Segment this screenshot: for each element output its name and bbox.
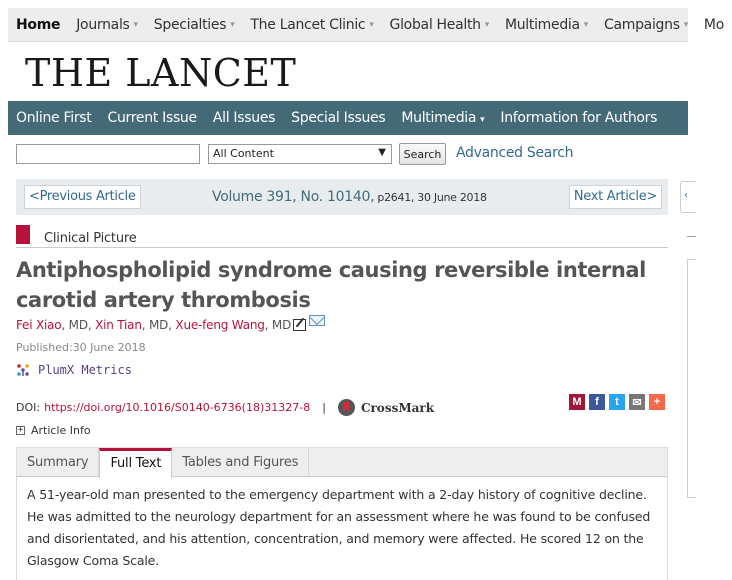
nav-more-label: Mo [703,16,724,33]
chevron-down-icon: ▾ [133,19,138,30]
plumx-metrics[interactable] [16,363,132,377]
chevron-down-icon: ▾ [230,19,235,30]
plumx-icon [16,363,30,377]
crossmark-label: CrossMark [360,400,435,415]
nav-multimedia[interactable] [497,17,596,33]
nav-journals-label: Journals [76,16,130,33]
email-author-icon[interactable] [309,315,325,326]
nav-global-health[interactable] [382,17,497,33]
plumx-label: PlumX Metrics [38,363,132,377]
search-button[interactable]: Search [399,143,446,165]
author-suffix: , MD, [141,318,172,332]
tab-tables-figures[interactable]: Tables and Figures [172,448,309,477]
lancet-logo[interactable]: THE LANCET [25,51,297,95]
doi-link[interactable]: https://doi.org/10.1016/S0140-6736(18)31327-8 [44,401,311,414]
nav-lancet-clinic[interactable] [242,17,381,33]
author-link[interactable]: Xue-feng Wang [175,318,265,332]
tab-summary[interactable]: Summary [17,448,99,477]
author-link[interactable]: Fei Xiao [16,318,62,332]
search-bar [8,135,688,173]
tab-full-text[interactable]: Full Text [99,448,172,478]
crossmark-button[interactable] [338,399,434,416]
search-input[interactable] [16,144,200,164]
jnav-special-issues[interactable]: Special Issues [291,110,386,126]
author-suffix: , MD, [61,318,92,332]
caret-down-icon: ▼ [378,147,386,158]
section-marker [16,225,30,244]
email-icon[interactable]: ✉ [629,394,645,410]
nav-home-label: Home [16,16,61,33]
doi-separator: | [322,401,326,414]
jnav-all-issues[interactable]: All Issues [212,110,276,126]
author-suffix: , MD [264,318,292,332]
volume-label: Volume 391, No. 10140, [212,189,375,205]
author-link[interactable]: Xin Tian [95,318,142,332]
pages-date: p2641, 30 June 2018 [374,191,487,204]
nav-lancet-clinic-label: The Lancet Clinic [250,16,366,33]
article-info-toggle[interactable] [16,424,91,437]
jnav-multimedia[interactable] [393,110,492,126]
global-nav [8,8,724,42]
nav-home[interactable] [8,17,68,33]
crossmark-icon [338,399,355,416]
chevron-down-icon: ▾ [480,115,485,125]
expand-icon: + [17,425,24,435]
page [8,0,724,580]
next-article-button[interactable]: Next Article> [569,185,662,209]
doi-label: DOI: [16,401,41,414]
advanced-search-link[interactable]: Advanced Search [456,145,574,161]
nav-more[interactable] [696,17,732,33]
journal-nav [8,101,688,135]
chevron-down-icon: ▾ [683,19,688,30]
jnav-online-first[interactable]: Online First [16,110,92,126]
sidebar-divider [687,236,696,237]
sidebar-panel [687,259,696,498]
previous-article-button[interactable]: <Previous Article [24,185,141,209]
nav-journals[interactable] [68,17,146,33]
jnav-info-authors[interactable]: Information for Authors [500,110,658,126]
doi-row [16,399,434,416]
published-date: Published:30 June 2018 [16,341,146,354]
correspondence-icon[interactable] [293,319,306,331]
nav-campaigns[interactable] [596,17,696,33]
sidebar-toggle[interactable]: ‹ [680,181,696,213]
nav-multimedia-label: Multimedia [504,16,580,33]
addthis-icon[interactable]: + [649,394,665,410]
chevron-down-icon: ▾ [484,19,489,30]
article-navigation [16,179,668,215]
article-info-label: Article Info [31,424,91,437]
mendeley-icon[interactable]: M [569,394,585,410]
jnav-current-issue[interactable]: Current Issue [107,110,197,126]
content-filter-value: All Content [213,147,274,160]
twitter-icon[interactable]: t [609,394,625,410]
jnav-multimedia-label: Multimedia [401,110,477,126]
section-tag [16,222,137,246]
nav-campaigns-label: Campaigns [604,16,680,33]
author-list [16,318,325,332]
article-body: A 51-year-old man presented to the emergency department with a 2-day history of cognitive decline. He was admitted to the neurology department for an assessment where he was found to be confused and disorientated, and his attention, concentration, and memory were affected. He scored 12 on the Glasgow Coma Scale. [16,477,668,580]
divider [16,247,668,248]
nav-specialties-label: Specialties [153,16,227,33]
issue-info[interactable] [212,189,487,205]
chevron-down-icon: ▾ [583,19,588,30]
chevron-down-icon: ▾ [369,19,374,30]
content-filter-select[interactable] [208,144,392,164]
facebook-icon[interactable]: f [589,394,605,410]
article-tabs [16,447,668,477]
article-title: Antiphospholipid syndrome causing reversible internal carotid artery thrombosis [16,258,646,312]
masthead [8,42,688,101]
nav-global-health-label: Global Health [389,16,481,33]
section-label: Clinical Picture [44,231,137,246]
share-toolbar [569,394,669,410]
nav-specialties[interactable] [146,17,243,33]
